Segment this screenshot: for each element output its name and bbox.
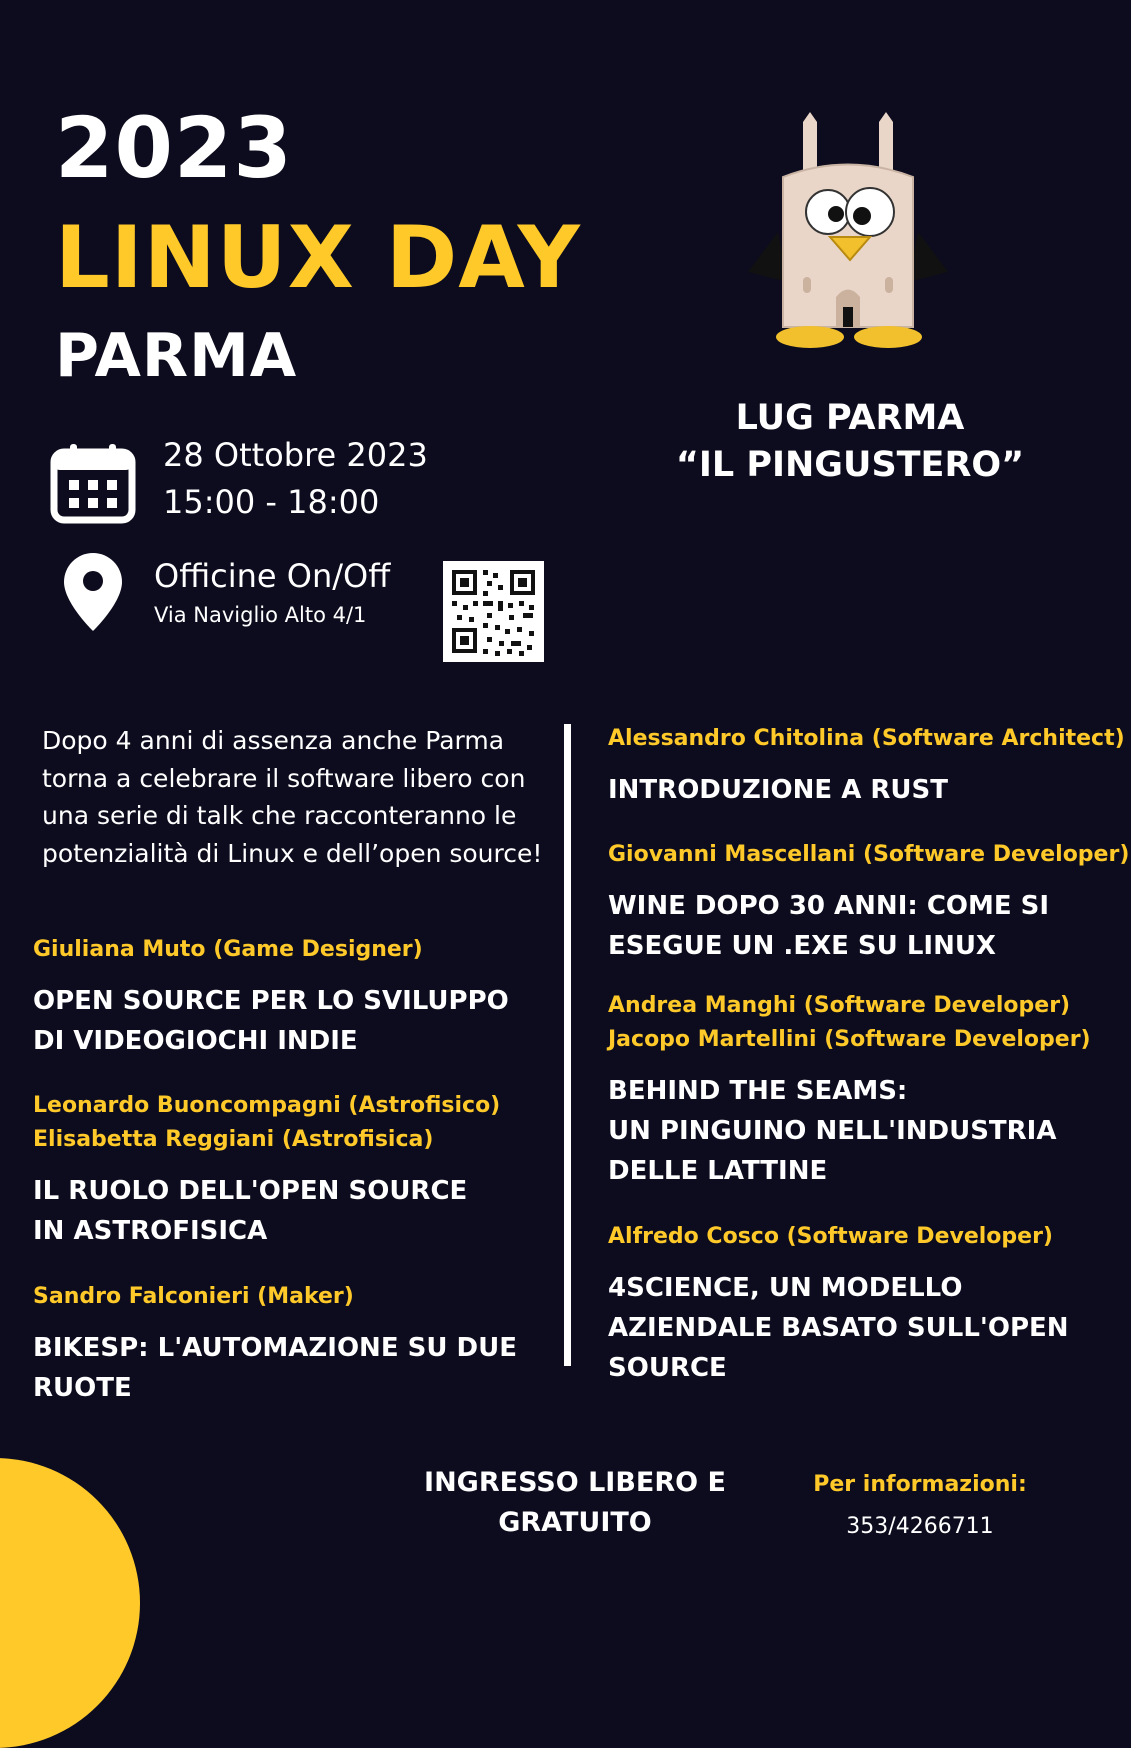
- talk-item: [608, 989, 1128, 1191]
- talk-item: [608, 1220, 1128, 1388]
- info-phone[interactable]: 353/4266711: [846, 1514, 994, 1539]
- organizer-nickname: “IL PINGUSTERO”: [675, 445, 1025, 485]
- event-title: LINUX DAY: [55, 208, 581, 308]
- venue-address: Via Naviglio Alto 4/1: [154, 603, 367, 627]
- penguin-cathedral-mascot-icon: [748, 112, 948, 352]
- talk-speaker: Andrea Manghi (Software Developer): [608, 993, 1071, 1018]
- talk-title: IL RUOLO DELL'OPEN SOURCE IN ASTROFISICA: [33, 1176, 468, 1246]
- column-divider: [564, 724, 571, 1366]
- free-entry: INGRESSO LIBERO E GRATUITO: [424, 1467, 726, 1538]
- talk-title: OPEN SOURCE PER LO SVILUPPO DI VIDEOGIOCHI INDIE: [33, 986, 509, 1056]
- event-city: PARMA: [55, 321, 298, 391]
- info-label: Per informazioni:: [813, 1472, 1027, 1497]
- intro-text: Dopo 4 anni di assenza anche Parma torna a celebrare il software libero con una serie di talk che racconteranno le potenzialità di Linux e dell’open source!: [42, 726, 543, 868]
- talk-speaker: Alfredo Cosco (Software Developer): [608, 1224, 1053, 1249]
- talk-item: [608, 722, 1128, 810]
- talk-speaker: Giovanni Mascellani (Software Developer): [608, 842, 1130, 867]
- talk-title: 4SCIENCE, UN MODELLO AZIENDALE BASATO SULL'OPEN SOURCE: [608, 1273, 1069, 1383]
- talk-title: INTRODUZIONE A RUST: [608, 775, 948, 805]
- qr-code-icon: [443, 561, 544, 662]
- talk-speaker: Alessandro Chitolina (Software Architect): [608, 726, 1125, 751]
- location-pin-icon: [64, 553, 122, 631]
- talk-speaker: Jacopo Martellini (Software Developer): [608, 1027, 1091, 1052]
- talk-speaker: Leonardo Buoncompagni (Astrofisico): [33, 1093, 501, 1118]
- event-year: 2023: [55, 99, 293, 197]
- organizer-name: LUG PARMA: [735, 398, 965, 438]
- talk-title: BIKESP: L'AUTOMAZIONE SU DUE RUOTE: [33, 1333, 517, 1403]
- talk-item: [33, 933, 553, 1061]
- calendar-icon: [50, 444, 136, 524]
- venue-name: Officine On/Off: [154, 557, 391, 595]
- talk-speaker: Elisabetta Reggiani (Astrofisica): [33, 1127, 434, 1152]
- date-time: [163, 432, 428, 526]
- talk-item: [33, 1280, 553, 1408]
- talk-speaker: Sandro Falconieri (Maker): [33, 1284, 354, 1309]
- talk-title: BEHIND THE SEAMS: UN PINGUINO NELL'INDUSTRIA DELLE LATTINE: [608, 1076, 1057, 1186]
- talk-title: WINE DOPO 30 ANNI: COME SI ESEGUE UN .EXE SU LINUX: [608, 891, 1050, 961]
- talk-item: [33, 1089, 553, 1251]
- talk-speaker: Giuliana Muto (Game Designer): [33, 937, 423, 962]
- event-date: 28 Ottobre 2023: [163, 436, 428, 474]
- talk-item: [608, 838, 1128, 966]
- event-time: 15:00 - 18:00: [163, 483, 380, 521]
- decorative-circle: [0, 1458, 140, 1748]
- organizer: [640, 395, 1060, 489]
